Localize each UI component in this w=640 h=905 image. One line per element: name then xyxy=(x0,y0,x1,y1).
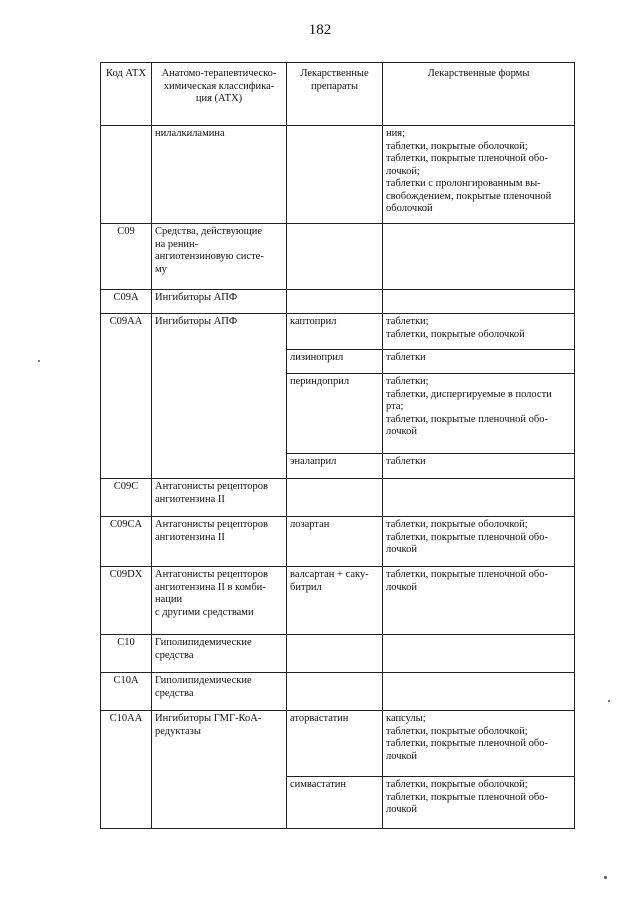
page-number: 182 xyxy=(308,22,332,38)
table-row xyxy=(101,673,575,711)
table-header-row xyxy=(101,63,575,126)
atc-code-cell: C10AA xyxy=(101,711,152,829)
table-row xyxy=(101,314,575,350)
atc-code-cell: C09A xyxy=(101,290,152,314)
drug-cell: каптоприл xyxy=(287,314,383,350)
table-row xyxy=(101,567,575,635)
drug-cell: симвастатин xyxy=(287,777,383,829)
atc-class-cell: Антагонисты рецепторов ангиотензина II xyxy=(152,517,287,567)
scan-speck xyxy=(38,360,40,362)
drug-cell: лизиноприл xyxy=(287,350,383,374)
table-row xyxy=(101,479,575,517)
table-row xyxy=(101,224,575,290)
drug-cell: эналаприл xyxy=(287,454,383,479)
drug-cell: валсартан + саку- битрил xyxy=(287,567,383,635)
atc-code-cell: C10 xyxy=(101,635,152,673)
atc-class-cell: Антагонисты рецепторов ангиотензина II xyxy=(152,479,287,517)
dosage-forms-cell: таблетки xyxy=(383,454,575,479)
dosage-forms-cell: таблетки xyxy=(383,350,575,374)
drug-cell: аторвастатин xyxy=(287,711,383,777)
header-dosage-forms: Лекарственные формы xyxy=(383,63,575,126)
dosage-forms-cell xyxy=(383,290,575,314)
atc-code-cell: C09CA xyxy=(101,517,152,567)
table-row xyxy=(101,290,575,314)
atc-class-cell: Антагонисты рецепторов ангиотензина II в комби- нации с другими средствами xyxy=(152,567,287,635)
dosage-forms-cell xyxy=(383,224,575,290)
atc-code-cell xyxy=(101,126,152,224)
drug-cell xyxy=(287,635,383,673)
dosage-forms-cell: таблетки, покрытые оболочкой; таблетки, покрытые пленочной обо- лочкой xyxy=(383,777,575,829)
drug-cell: периндоприл xyxy=(287,374,383,454)
drug-cell xyxy=(287,126,383,224)
dosage-forms-cell: капсулы; таблетки, покрытые оболочкой; таблетки, покрытые пленочной обо- лочкой xyxy=(383,711,575,777)
dosage-forms-cell: таблетки, покрытые пленочной обо- лочкой xyxy=(383,567,575,635)
drug-cell xyxy=(287,224,383,290)
drug-cell xyxy=(287,673,383,711)
table-row xyxy=(101,517,575,567)
dosage-forms-cell: таблетки, покрытые оболочкой; таблетки, покрытые пленочной обо- лочкой xyxy=(383,517,575,567)
dosage-forms-cell xyxy=(383,673,575,711)
drug-cell xyxy=(287,479,383,517)
atc-class-cell: Гиполипидемические средства xyxy=(152,635,287,673)
dosage-forms-cell: ния; таблетки, покрытые оболочкой; таблетки, покрытые пленочной обо- лочкой; таблетки с пролонгированным вы- свобождением, покрытые пленочной оболочкой xyxy=(383,126,575,224)
drug-cell xyxy=(287,290,383,314)
atc-drug-table xyxy=(100,62,575,829)
atc-code-cell: C09 xyxy=(101,224,152,290)
atc-code-cell: C09C xyxy=(101,479,152,517)
atc-code-cell: C09AA xyxy=(101,314,152,479)
atc-class-cell: Ингибиторы АПФ xyxy=(152,290,287,314)
drug-cell: лозартан xyxy=(287,517,383,567)
scan-speck xyxy=(608,700,610,702)
atc-class-cell: Гиполипидемические средства xyxy=(152,673,287,711)
table-row xyxy=(101,711,575,777)
atc-class-cell: Средства, действующие на ренин- ангиотензиновую систе- му xyxy=(152,224,287,290)
atc-class-cell: нилалкиламина xyxy=(152,126,287,224)
table-row xyxy=(101,635,575,673)
dosage-forms-cell: таблетки; таблетки, покрытые оболочкой xyxy=(383,314,575,350)
scan-speck xyxy=(604,876,607,879)
dosage-forms-cell xyxy=(383,635,575,673)
header-atc-code: Код АТХ xyxy=(101,63,152,126)
atc-class-cell: Ингибиторы АПФ xyxy=(152,314,287,479)
atc-code-cell: C09DX xyxy=(101,567,152,635)
table-row xyxy=(101,126,575,224)
dosage-forms-cell xyxy=(383,479,575,517)
atc-class-cell: Ингибиторы ГМГ-КоА- редуктазы xyxy=(152,711,287,829)
dosage-forms-cell: таблетки; таблетки, диспергируемые в полости рта; таблетки, покрытые пленочной обо- лочкой xyxy=(383,374,575,454)
header-drugs: Лекарственные препараты xyxy=(287,63,383,126)
header-atc-classification: Анатомо-терапевтическо- химическая классифика- ция (АТХ) xyxy=(152,63,287,126)
atc-code-cell: C10A xyxy=(101,673,152,711)
